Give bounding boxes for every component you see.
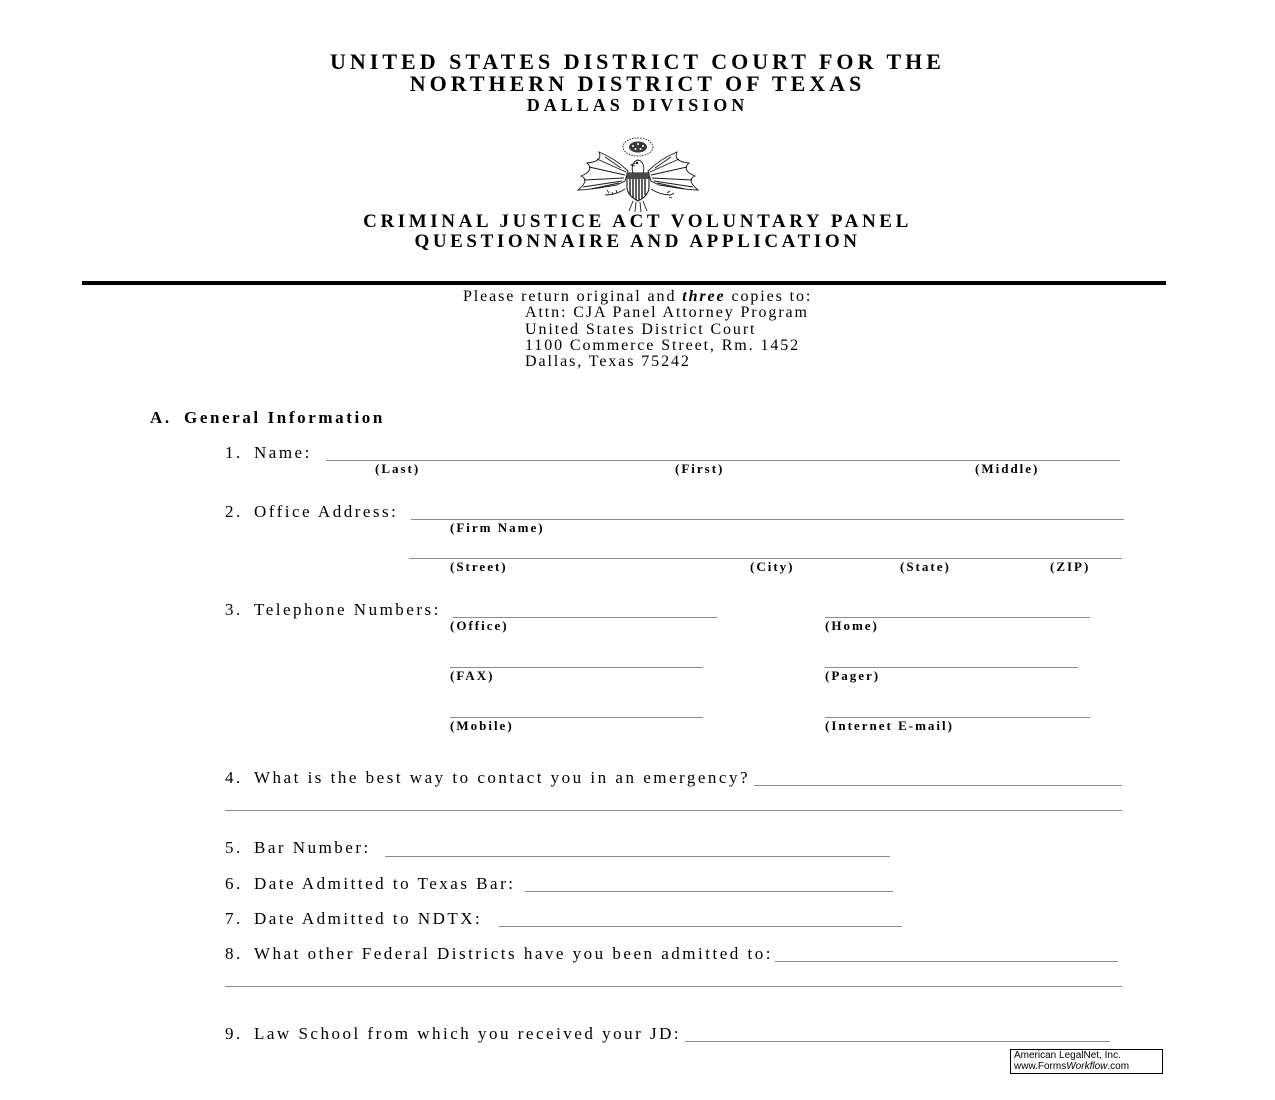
mobile-input[interactable] xyxy=(450,703,703,718)
item-number: 8. xyxy=(225,944,243,963)
publisher-url-italic: Workflow xyxy=(1066,1060,1108,1072)
ndtx-date-input[interactable] xyxy=(499,912,902,927)
emergency-contact-input-line2[interactable] xyxy=(225,796,1122,811)
item-label-ndtx-date: Date Admitted to NDTX: xyxy=(254,909,483,928)
item-number: 1. xyxy=(225,443,243,462)
item-label-texas-bar-date: Date Admitted to Texas Bar: xyxy=(254,874,516,893)
office-phone-input[interactable] xyxy=(453,603,717,618)
return-instructions-emphasis: three xyxy=(682,288,726,305)
sublabel-email: (Internet E-mail) xyxy=(825,718,954,733)
return-address-line: Attn: CJA Panel Attorney Program xyxy=(525,304,809,321)
name-input[interactable] xyxy=(326,446,1120,461)
item-label-bar-number: Bar Number: xyxy=(254,838,371,857)
item-number: 5. xyxy=(225,838,243,857)
firm-name-input[interactable] xyxy=(411,505,1124,520)
home-phone-input[interactable] xyxy=(825,603,1090,618)
sublabel-street: (Street) xyxy=(450,559,508,574)
publisher-url xyxy=(1014,1062,1162,1073)
street-city-state-zip-input[interactable] xyxy=(409,544,1122,559)
federal-districts-input[interactable] xyxy=(775,947,1118,962)
return-instructions-prefix: Please return original and xyxy=(463,288,677,305)
item-label-federal-districts: What other Federal Districts have you been admitted to: xyxy=(254,944,773,963)
item-number: 3. xyxy=(225,600,243,619)
form-title-line2: QUESTIONNAIRE AND APPLICATION xyxy=(414,231,861,252)
court-name-line1: UNITED STATES DISTRICT COURT FOR THE xyxy=(330,49,945,74)
header-divider xyxy=(82,281,1166,285)
eagle-seal-icon xyxy=(575,135,701,213)
item-number: 6. xyxy=(225,874,243,893)
pager-input[interactable] xyxy=(825,653,1078,668)
section-letter: A. xyxy=(150,408,172,427)
return-instructions-suffix: copies to: xyxy=(731,288,813,305)
publisher-url-prefix: www.Forms xyxy=(1014,1060,1067,1072)
item-number: 7. xyxy=(225,909,243,928)
bar-number-input[interactable] xyxy=(385,842,890,857)
fax-input[interactable] xyxy=(450,653,703,668)
texas-bar-date-input[interactable] xyxy=(525,877,893,892)
item-number: 2. xyxy=(225,502,243,521)
sublabel-home: (Home) xyxy=(825,618,879,633)
item-label-law-school: Law School from which you received your JD: xyxy=(254,1024,682,1043)
law-school-input[interactable] xyxy=(685,1027,1110,1042)
section-title: General Information xyxy=(184,408,385,427)
return-instructions xyxy=(463,289,812,305)
sublabel-middle: (Middle) xyxy=(975,461,1040,476)
sublabel-zip: (ZIP) xyxy=(1050,559,1091,574)
form-title-line1: CRIMINAL JUSTICE ACT VOLUNTARY PANEL xyxy=(363,211,912,232)
sublabel-pager: (Pager) xyxy=(825,668,881,683)
return-address-line: Dallas, Texas 75242 xyxy=(525,353,691,370)
sublabel-first: (First) xyxy=(675,461,725,476)
item-number: 4. xyxy=(225,768,243,787)
item-label-emergency-contact: What is the best way to contact you in an emergency? xyxy=(254,768,751,787)
court-division: DALLAS DIVISION xyxy=(526,95,749,115)
sublabel-firm-name: (Firm Name) xyxy=(450,520,545,535)
return-address-line: 1100 Commerce Street, Rm. 1452 xyxy=(525,337,801,354)
sublabel-office: (Office) xyxy=(450,618,509,633)
item-label-office-address: Office Address: xyxy=(254,502,399,521)
court-name-line2: NORTHERN DISTRICT OF TEXAS xyxy=(409,71,866,96)
publisher-name: American LegalNet, Inc. xyxy=(1014,1050,1121,1061)
publisher-url-suffix: .com xyxy=(1107,1060,1130,1072)
federal-districts-input-line2[interactable] xyxy=(225,972,1122,987)
sublabel-city: (City) xyxy=(750,559,795,574)
sublabel-last: (Last) xyxy=(375,461,421,476)
item-label-telephone-numbers: Telephone Numbers: xyxy=(254,600,441,619)
emergency-contact-input[interactable] xyxy=(754,771,1122,786)
sublabel-fax: (FAX) xyxy=(450,668,495,683)
return-address-line: United States District Court xyxy=(525,321,757,338)
email-input[interactable] xyxy=(825,703,1090,718)
item-number: 9. xyxy=(225,1024,243,1043)
publisher-badge xyxy=(1010,1049,1163,1074)
sublabel-state: (State) xyxy=(900,559,951,574)
sublabel-mobile: (Mobile) xyxy=(450,718,514,733)
item-label-name: Name: xyxy=(254,443,312,462)
